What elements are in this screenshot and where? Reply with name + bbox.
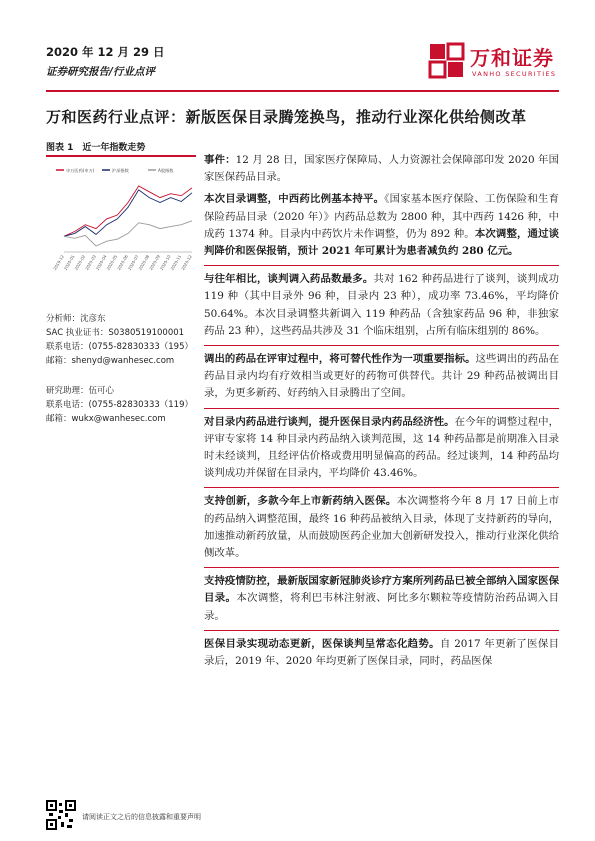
series-line <box>64 190 192 236</box>
paragraph-text: 本次调整，将利巴韦林注射液、阿比多尔颗粒等疫情防治药品调入目录。 <box>204 592 560 622</box>
paragraph-innovation <box>204 487 559 562</box>
analyst-block <box>46 312 193 368</box>
report-title: 万和医药行业点评：新版医保目录腾笼换鸟，推动行业深化供给侧改革 <box>46 108 527 126</box>
series-line <box>64 221 192 246</box>
paragraph-lead: 医保目录实现动态更新，医保谈判呈常态化趋势。 <box>204 637 440 650</box>
paragraph-lead: 调出的药品在评审过程中，将可替代性作为一项重要指标。 <box>204 353 476 366</box>
analyst-sac: SAC 执业证书：S0380519100001 <box>46 328 185 338</box>
chart-svg <box>46 162 196 287</box>
paragraph-removed <box>204 345 559 403</box>
paragraph-text: 这些调出的药品在药品目录内均有疗效相当或更好的药物可供替代。共计 29 种药品被调出目录，为更多新药、好药纳入目录腾出了空间。 <box>204 353 560 400</box>
x-tick-label: 2020-02 <box>73 254 87 271</box>
x-tick-label: 2020-12 <box>180 254 193 271</box>
x-tick-label: 2020-08 <box>137 254 151 271</box>
x-tick-label: 2020-07 <box>126 254 140 271</box>
report-body <box>204 152 559 675</box>
paragraph-text: 共对 162 种药品进行了谈判，谈判成功 119 种（其中目录外 96 种，目录内 23 种），成功率 73.46%，平均降价 50.64%。本次目录调整共新调入 119 种药品（含独家药品 96 种，非独家药品 23 种），这些药品共涉及 31 个临床组别，占所有临床组别的 86%。 <box>204 273 560 337</box>
paragraph-epidemic <box>204 567 559 625</box>
analyst-phone: 联系电话：(0755-82830333（195） <box>46 342 194 352</box>
index-trend-chart <box>46 162 196 287</box>
x-tick-label: 2020-09 <box>148 254 161 271</box>
paragraph-lead: 支持疫情防控，最新版国家新冠肺炎诊疗方案所列药品已被全部纳入国家医保目录。 <box>204 575 559 605</box>
paragraph-lead: 与往年相比，谈判调入药品数最多。 <box>204 273 374 286</box>
paragraph-negotiation <box>204 265 559 340</box>
report-date: 2020 年 12 月 29 日 <box>46 45 165 59</box>
x-tick-label: 2020-10 <box>158 254 172 271</box>
chart-caption: 图表 1 近一年指数走势 <box>46 143 146 153</box>
x-tick-label: 2020-05 <box>105 254 119 271</box>
paragraph-conclusion: 本次调整，通过谈判降价和医保报销，预计 2021 年可累计为患者减负约 280 亿元。 <box>204 227 559 258</box>
assistant-block <box>46 384 193 426</box>
analyst-email[interactable]: 邮箱：shenyd@wanhesec.com <box>46 356 175 366</box>
x-tick-label: 2020-01 <box>62 254 76 271</box>
page-footer <box>46 796 566 836</box>
paragraph-in-catalog <box>204 408 559 483</box>
series-line <box>64 186 192 236</box>
paragraph-text: 本次调整将今年 8 月 17 日前上市的药品纳入调整范围，最终 16 种药品被纳入目录，体现了支持新药的导向，加速推动新药放量，从而鼓励医药企业加大创新研发投入，推动行业深化供给侧改革。 <box>204 495 560 560</box>
footer-disclaimer: 请阅读正文之后的信息披露和重要声明 <box>82 813 201 821</box>
qr-code-icon <box>46 800 76 830</box>
paragraph-text: 在今年的调整过程中，评审专家将 14 种目录内药品纳入谈判范围，这 14 种药品都是前期准入目录时未经谈判，且经评估价格或费用明显偏高的药品。经过谈判，14 种药品均谈判成功并保留在目录内，平均降价 43.46%。 <box>204 415 559 480</box>
paragraph-text: 12 月 28 日，国家医疗保障局、人力资源社会保障部印发 2020 年国家医保药品目录。 <box>204 154 560 184</box>
paragraph-lead: 本次目录调整，中西药比例基本持平。 <box>204 193 385 206</box>
paragraph-lead: 对目录内药品进行谈判，提升医保目录内药品经济性。 <box>204 415 455 428</box>
assistant-phone: 联系电话：(0755-82830333（119） <box>46 400 194 410</box>
x-tick-label: 2020-11 <box>169 254 183 271</box>
x-tick-label: 2020-06 <box>116 254 129 271</box>
legend-label: A股指数 <box>158 168 174 173</box>
paragraph-text: 自 2017 年更新了医保目录后，2019 年、2020 年均更新了医保目录，同时，药品医保 <box>204 637 559 668</box>
header-divider <box>46 90 559 92</box>
x-tick-label: 2019-12 <box>52 254 65 271</box>
analyst-name: 分析师：沈彦东 <box>46 314 106 324</box>
paragraph-lead: 支持创新，多款今年上市新药纳入医保。 <box>204 495 397 508</box>
report-category: 证券研究报告/行业点评 <box>46 66 155 78</box>
assistant-name: 研究助理：伍可心 <box>46 386 115 396</box>
paragraph-dynamic <box>204 630 559 670</box>
paragraph-text: 《国家基本医疗保险、工伤保险和生育保险药品目录（2020 年）》内药品总数为 2800 种，其中西药 1426 种，中成药 1374 种。目录内中药饮片未作调整，仍为 892 种。 <box>204 193 559 240</box>
logo-english-name: VANHO SECURITIES <box>472 70 557 78</box>
chart-caption-rule <box>46 155 196 157</box>
x-tick-label: 2020-04 <box>94 254 108 271</box>
paragraph-event <box>204 152 559 186</box>
company-logo <box>428 40 568 84</box>
logo-name: 万和证券 <box>470 46 554 70</box>
assistant-email[interactable]: 邮箱：wukx@wanhesec.com <box>46 414 166 424</box>
logo-mark-icon <box>428 40 466 80</box>
paragraph-lead: 事件： <box>204 154 236 166</box>
legend-label: 沪深指数 <box>112 168 129 173</box>
paragraph-ratio <box>204 191 559 260</box>
x-tick-label: 2020-03 <box>84 254 97 271</box>
legend-label: 申万医药(申万) <box>66 168 95 173</box>
